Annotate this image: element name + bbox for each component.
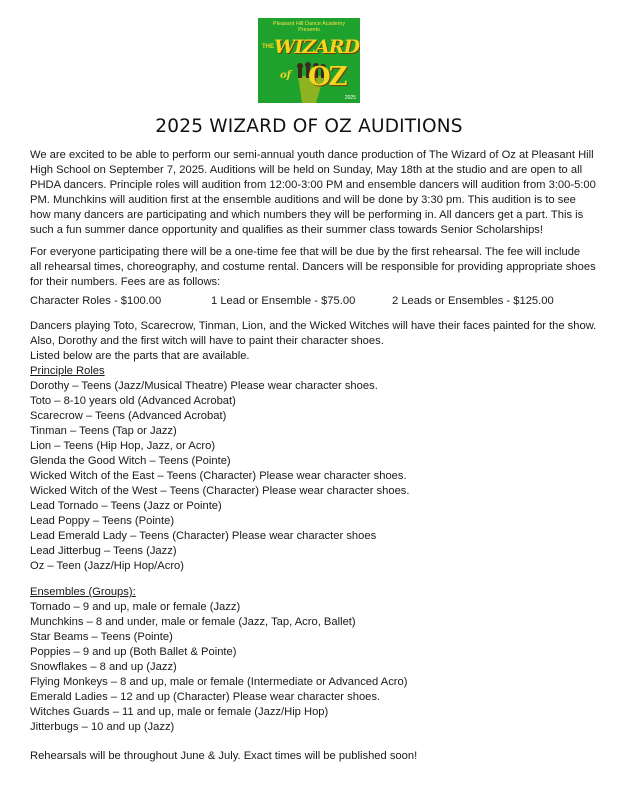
page-title: 2025 WIZARD OF OZ AUDITIONS bbox=[155, 116, 463, 137]
role-item: Lion – Teens (Hip Hop, Jazz, or Acro) bbox=[30, 440, 216, 452]
role-item: Dorothy – Teens (Jazz/Musical Theatre) Please wear character shoes. bbox=[30, 380, 378, 392]
fee-line: For everyone participating there will be a one-time fee that will be due by the first rehearsal. The fee will include bbox=[30, 246, 581, 258]
logo-the: THE bbox=[262, 44, 274, 50]
face-line: Also, Dorothy and the first witch will have to paint their character shoes. bbox=[30, 335, 384, 347]
role-item: Wicked Witch of the West – Teens (Character) Please wear character shoes. bbox=[30, 485, 410, 497]
role-item: Lead Jitterbug – Teens (Jazz) bbox=[30, 545, 177, 557]
intro-line: PHDA dancers. Principle roles will audition from 12:00-3:00 PM and ensemble dancers will audition from 3:00-5:00 bbox=[30, 179, 596, 191]
ensemble-item: Flying Monkeys – 8 and up, male or female (Intermediate or Advanced Acro) bbox=[30, 676, 408, 688]
logo-year: 2025 bbox=[344, 95, 356, 101]
ensemble-item: Snowflakes – 8 and up (Jazz) bbox=[30, 661, 177, 673]
logo-of: of bbox=[280, 70, 291, 81]
show-logo bbox=[258, 18, 360, 103]
intro-line: We are excited to be able to perform our semi-annual youth dance production of The Wizard of Oz at Pleasant Hill bbox=[30, 149, 594, 161]
fee-character-roles: Character Roles - $100.00 bbox=[30, 295, 162, 307]
ensemble-item: Witches Guards – 11 and up, male or female (Jazz/Hip Hop) bbox=[30, 706, 329, 718]
logo-wizard: WIZARD bbox=[274, 36, 360, 58]
role-item: Tinman – Teens (Tap or Jazz) bbox=[30, 425, 177, 437]
role-item: Lead Poppy – Teens (Pointe) bbox=[30, 515, 175, 527]
ensemble-item: Poppies – 9 and up (Both Ballet & Pointe) bbox=[30, 646, 237, 658]
role-item: Lead Tornado – Teens (Jazz or Pointe) bbox=[30, 500, 222, 512]
logo-oz: OZ bbox=[308, 62, 346, 92]
intro-line: High School on September 7, 2025. Auditions will be held on Sunday, May 18th at the studio and are open to all bbox=[30, 164, 583, 176]
role-item: Glenda the Good Witch – Teens (Pointe) bbox=[30, 455, 231, 467]
face-line: Listed below are the parts that are available. bbox=[30, 350, 250, 362]
closing-note: Rehearsals will be throughout June & July. Exact times will be published soon! bbox=[30, 750, 418, 762]
intro-line: PM. Munchkins will audition first at the ensemble auditions and will be done by 3:30 pm. This audition is to see bbox=[30, 194, 576, 206]
role-item: Oz – Teen (Jazz/Hip Hop/Acro) bbox=[30, 560, 184, 572]
principle-roles-heading: Principle Roles bbox=[30, 365, 105, 377]
ensemble-item: Emerald Ladies – 12 and up (Character) Please wear character shoes. bbox=[30, 691, 381, 703]
ensemble-item: Jitterbugs – 10 and up (Jazz) bbox=[30, 721, 175, 733]
role-item: Wicked Witch of the East – Teens (Character) Please wear character shoes. bbox=[30, 470, 407, 482]
ensemble-item: Munchkins – 8 and under, male or female (Jazz, Tap, Acro, Ballet) bbox=[30, 616, 356, 628]
fee-line: for their numbers. Fees are as follows: bbox=[30, 276, 221, 288]
intro-line: how many dancers are participating and which numbers they will be performing in. All dancers get a part. This is bbox=[30, 209, 584, 221]
role-item: Toto – 8-10 years old (Advanced Acrobat) bbox=[30, 395, 236, 407]
ensemble-item: Star Beams – Teens (Pointe) bbox=[30, 631, 173, 643]
fee-two-leads: 2 Leads or Ensembles - $125.00 bbox=[392, 295, 554, 307]
ensembles-heading: Ensembles (Groups): bbox=[30, 586, 136, 598]
role-item: Lead Emerald Lady – Teens (Character) Please wear character shoes bbox=[30, 530, 377, 542]
logo-academy: Pleasant Hill Dance Academy bbox=[272, 21, 346, 27]
fee-one-lead: 1 Lead or Ensemble - $75.00 bbox=[211, 295, 356, 307]
role-item: Scarecrow – Teens (Advanced Acrobat) bbox=[30, 410, 227, 422]
intro-line: such a fun summer dance opportunity and qualifies as their summer class towards Senior Scholarships! bbox=[30, 224, 544, 236]
fee-line: all rehearsal times, choreography, and costume rental. Dancers will be responsible for providing appropriate shoes bbox=[30, 261, 596, 273]
logo-presents: Presents bbox=[298, 27, 320, 33]
face-line: Dancers playing Toto, Scarecrow, Tinman, Lion, and the Wicked Witches will have their faces painted for the show. bbox=[30, 320, 597, 332]
ensemble-item: Tornado – 9 and up, male or female (Jazz) bbox=[30, 601, 241, 613]
